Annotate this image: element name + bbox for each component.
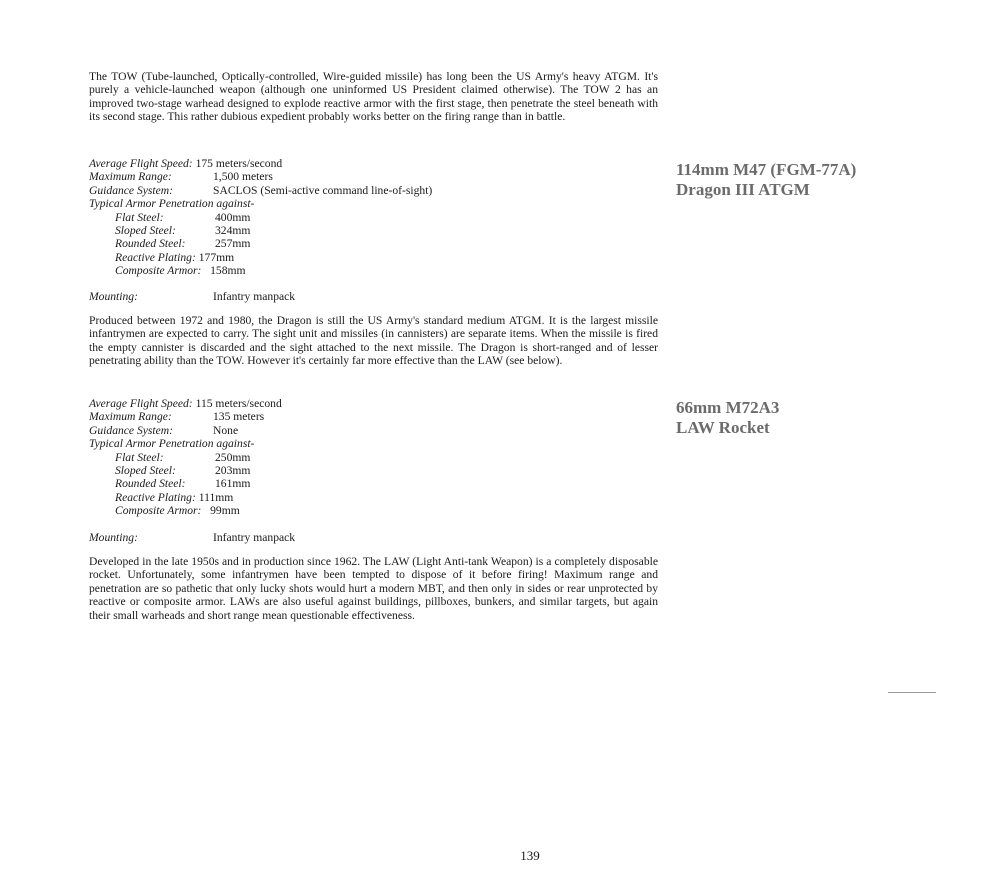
spec-value: 203mm [215, 463, 251, 477]
spec-composite [89, 504, 282, 517]
spec-label: Guidance System: [89, 423, 174, 437]
spec-label: Guidance System: [89, 183, 174, 197]
law-specs [89, 397, 282, 518]
spec-label: Reactive Plating: [115, 490, 196, 504]
law-mounting [89, 531, 295, 544]
spec-label: Rounded Steel: [115, 237, 186, 251]
spec-value: 115 meters/second [195, 397, 282, 410]
spec-value: 400mm [215, 210, 251, 224]
spec-value: 99mm [210, 504, 240, 518]
spec-composite [89, 264, 432, 277]
spec-label: Maximum Range: [89, 170, 172, 184]
spec-label: Sloped Steel: [115, 223, 176, 237]
law-title [676, 398, 779, 438]
mounting-value: Infantry manpack [213, 290, 296, 303]
spec-label: Flat Steel: [115, 450, 164, 464]
spec-reactive [89, 491, 282, 504]
dragon-mounting [89, 290, 295, 303]
mounting-label: Mounting: [89, 531, 138, 544]
spec-range [89, 170, 432, 183]
spec-label: Composite Armor: [115, 264, 202, 278]
spec-rounded [89, 477, 282, 490]
spec-value: 175 meters/second [195, 157, 283, 170]
spec-guidance [89, 424, 282, 437]
mounting-label: Mounting: [89, 290, 138, 303]
spec-range [89, 410, 282, 423]
spec-speed [89, 397, 282, 410]
spec-value: 161mm [215, 477, 251, 491]
mounting-value: Infantry manpack [213, 531, 296, 544]
spec-flat [89, 211, 432, 224]
spec-sloped [89, 464, 282, 477]
dragon-description: Produced between 1972 and 1980, the Dragon is still the US Army's standard medium ATGM. It is the largest missile infantrymen are expected to carry. The sight unit and missiles (in cannisters) are separate items. When the missile is fired the empty cannister is discarded and the sight attached to the next missile. The Dragon is short-ranged and of lesser penetrating ability than the TOW. However it's certainly far more effective than the LAW (see below). [89, 314, 658, 368]
divider-mark [888, 692, 936, 693]
spec-label: Average Flight Speed: [89, 397, 193, 410]
spec-guidance [89, 184, 432, 197]
spec-value: 324mm [215, 223, 251, 237]
spec-label: Sloped Steel: [115, 463, 176, 477]
law-description: Developed in the late 1950s and in production since 1962. The LAW (Light Anti-tank Weapon) is a completely disposable rocket. Unfortunately, some infantrymen have been tempted to dispose of it before firing! Maximum range and penetration are so pathetic that only lucky shots would hurt a modern MBT, and then only in sides or rear unprotected by reactive or composite armor. LAWs are also useful against buildings, pillboxes, bunkers, and similar targets, but again their small warheads and short range mean questionable effectiveness. [89, 555, 658, 622]
spec-sloped [89, 224, 432, 237]
spec-penetration-heading: Typical Armor Penetration against- [89, 197, 255, 211]
tow-paragraph: The TOW (Tube-launched, Optically-controlled, Wire-guided missile) has long been the US Army's heavy ATGM. It's purely a vehicle-launched weapon (although one uninformed US President claimed otherwise). The TOW 2 has an improved two-stage warhead designed to explode reactive armor with the first stage, then penetrate the steel beneath with its second stage. This rather dubious expedient probably works better on the firing range than in battle. [89, 70, 658, 124]
dragon-title [676, 160, 856, 200]
spec-value: SACLOS (Semi-active command line-of-sight) [213, 183, 433, 197]
page-number: 139 [520, 848, 540, 863]
spec-value: 257mm [215, 237, 251, 251]
spec-flat [89, 451, 282, 464]
spec-value: 1,500 meters [213, 170, 273, 184]
spec-value: None [213, 423, 239, 437]
dragon-specs [89, 157, 432, 278]
spec-reactive [89, 251, 432, 264]
law-title-line1: 66mm M72A3 [676, 398, 780, 417]
dragon-title-line2: Dragon III ATGM [676, 180, 810, 199]
spec-value: 177mm [198, 250, 235, 264]
spec-speed [89, 157, 432, 170]
dragon-title-line1: 114mm M47 (FGM-77A) [676, 160, 857, 179]
spec-rounded [89, 237, 432, 250]
spec-label: Reactive Plating: [115, 250, 196, 264]
spec-value: 111mm [198, 490, 234, 504]
law-title-line2: LAW Rocket [676, 418, 770, 437]
spec-value: 135 meters [213, 410, 265, 424]
spec-label: Composite Armor: [115, 504, 202, 518]
spec-label: Rounded Steel: [115, 477, 186, 491]
spec-label: Maximum Range: [89, 410, 172, 424]
spec-label: Flat Steel: [115, 210, 164, 224]
spec-label: Average Flight Speed: [89, 157, 193, 170]
spec-value: 250mm [215, 450, 251, 464]
spec-penetration-heading: Typical Armor Penetration against- [89, 437, 255, 451]
spec-value: 158mm [210, 264, 246, 278]
